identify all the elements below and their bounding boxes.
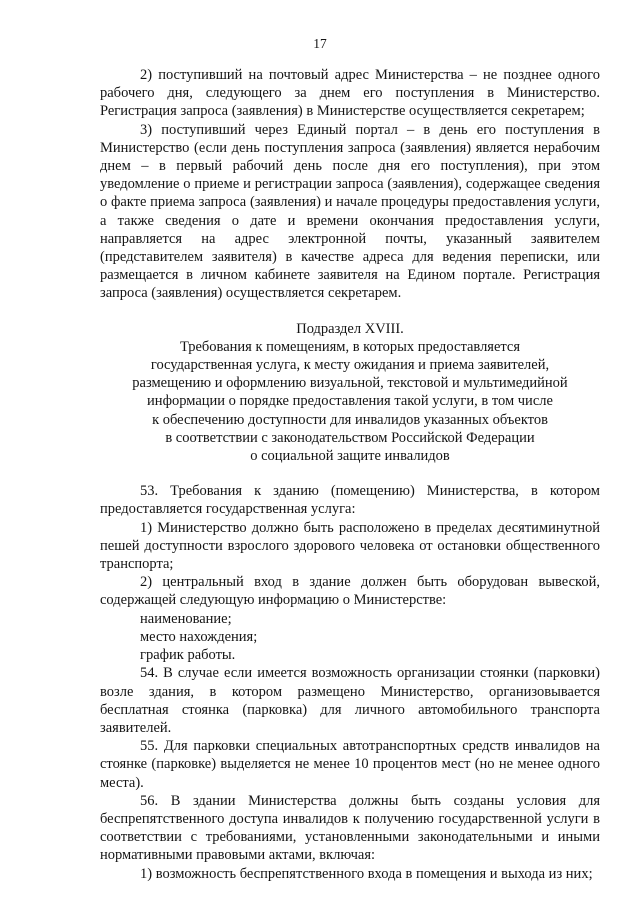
subsection-heading	[100, 320, 600, 466]
paragraph-55: 55. Для парковки специальных автотранспортных средств инвалидов на стоянке (парковке) выделяется не менее 10 процентов мест (но не менее одного места).	[100, 738, 600, 791]
list-item-name: наименование;	[140, 610, 232, 627]
paragraph-56-item-1: 1) возможность беспрепятственного входа в помещения и выхода из них;	[140, 865, 593, 882]
subsection-heading-line: информации о порядке предоставления такой услуги, в том числе	[147, 393, 553, 410]
subsection-heading-line: Требования к помещениям, в которых предоставляется	[179, 338, 521, 355]
paragraph-portal-registration: 3) поступивший через Единый портал – в день его поступления в Министерство (если день поступления запроса (заявления) является нерабочим днем – в первый рабочий день после дня его поступления), при этом уведомление о приеме и регистрации запроса (заявления), содержащее сведения о факте приема запроса (заявления) и начале процедуры предоставления услуги, а также сведения о дате и времени окончания предоставления услуги, направляется на адрес электронной почты, указанный заявителем (представителем заявителя) в качестве адреса для ведения переписки, или размещается в личном кабинете заявителя на Едином портале. Регистрация запроса (заявления) осуществляется секретарем.	[100, 121, 600, 302]
subsection-heading-line: размещению и оформлению визуальной, текстовой и мультимедийной	[132, 375, 568, 392]
subsection-heading-line: к обеспечению доступности для инвалидов указанных объектов	[152, 411, 548, 428]
subsection-heading-line: в соответствии с законодательством Российской Федерации	[165, 429, 535, 446]
spacer	[100, 465, 600, 482]
list-item-schedule: график работы.	[140, 647, 236, 664]
subsection-heading-line: о социальной защите инвалидов	[250, 448, 450, 465]
paragraph-53-intro: 53. Требования к зданию (помещению) Министерства, в котором предоставляется государственная услуга:	[100, 483, 600, 518]
paragraph-53-item-2: 2) центральный вход в здание должен быть оборудован вывеской, содержащей следующую информацию о Министерстве:	[100, 574, 600, 609]
list-item-location: место нахождения;	[140, 628, 258, 645]
spacer	[100, 303, 600, 320]
page-number: 17	[313, 36, 327, 51]
paragraph-postal-registration: 2) поступивший на почтовый адрес Министерства – не позднее одного рабочего дня, следующего за днем его поступления в Министерство. Регистрация запроса (заявления) в Министерстве осуществляется секретарем;	[100, 67, 600, 120]
paragraph-56-intro: 56. В здании Министерства должны быть созданы условия для беспрепятственного доступа инвалидов к получению государственной услуги в соответствии с требованиями, установленными законодательными и иными нормативными правовыми актами, включая:	[100, 792, 600, 864]
paragraph-54: 54. В случае если имеется возможность организации стоянки (парковки) возле здания, в котором размещено Министерство, организовывается бесплатная стоянка (парковка) для личного автомобильного транспорта заявителей.	[100, 665, 600, 736]
subsection-title: Подраздел XVIII.	[296, 320, 404, 337]
subsection-heading-line: государственная услуга, к месту ожидания и приема заявителей,	[150, 357, 550, 374]
document-body	[100, 66, 600, 883]
paragraph-53-item-1: 1) Министерство должно быть расположено в пределах десятиминутной пешей доступности взрослого здорового человека от остановки общественного транспорта;	[100, 519, 600, 573]
